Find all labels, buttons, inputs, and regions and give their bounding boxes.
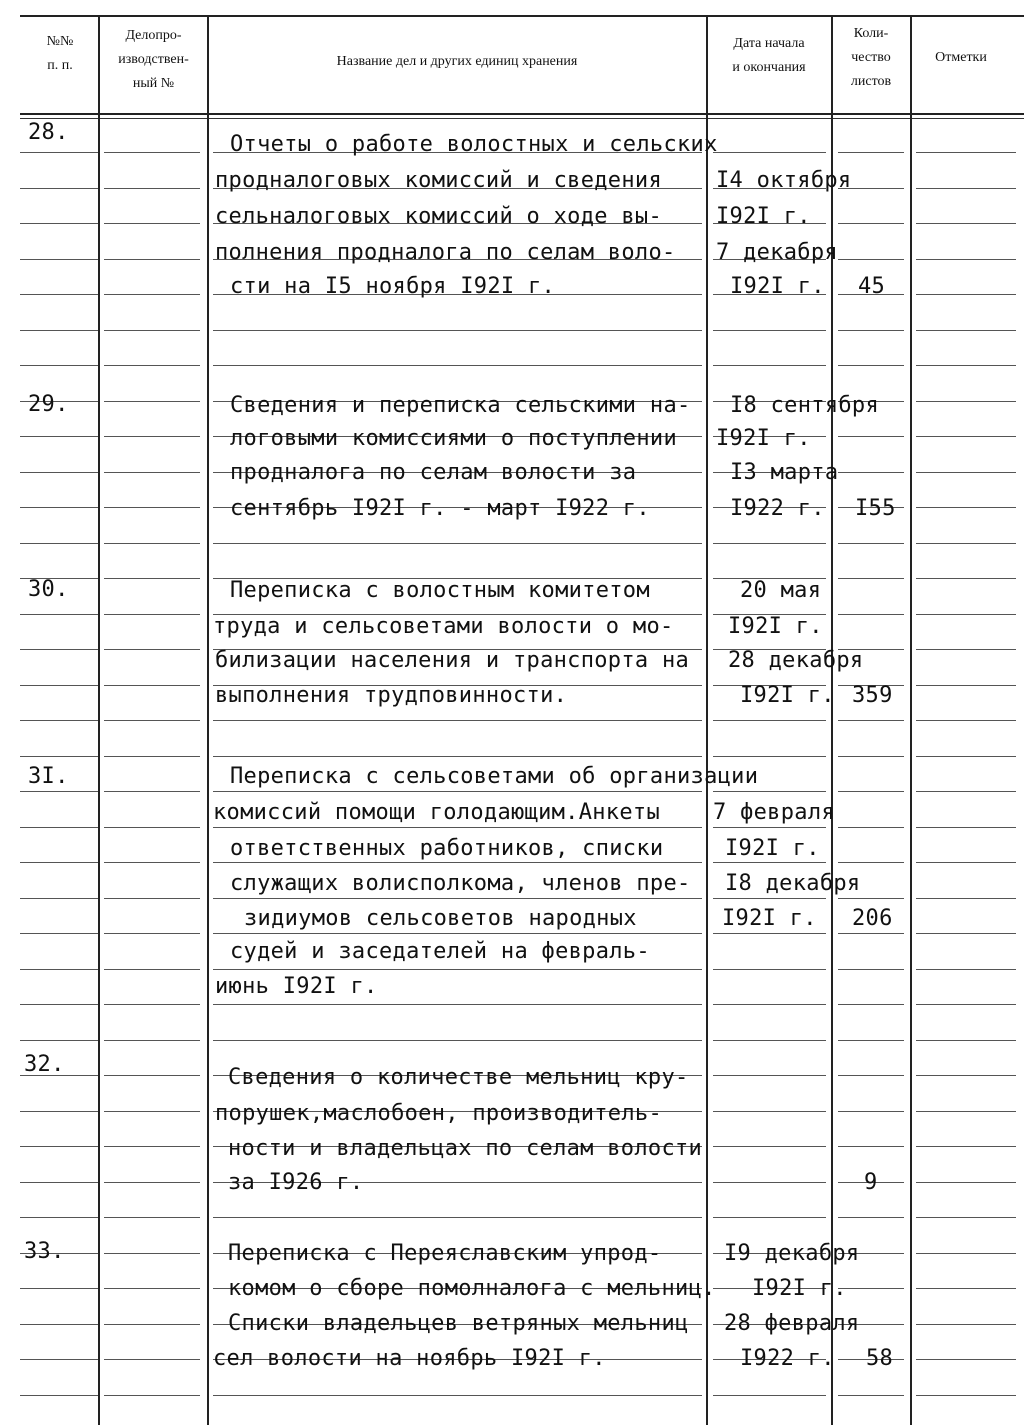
top-border [20, 15, 1024, 17]
record-title-line: Отчеты о работе волостных и сельских [230, 132, 718, 157]
record-number: 33. [24, 1239, 65, 1264]
ruled-line [104, 330, 200, 331]
ruled-line [838, 1395, 904, 1396]
ruled-line [213, 1040, 702, 1041]
ruled-line [20, 614, 98, 615]
ruled-line [20, 1182, 98, 1183]
ruled-line [713, 969, 826, 970]
ruled-line [213, 543, 702, 544]
record-sheets: I55 [855, 496, 896, 521]
ruled-line [916, 1395, 1016, 1396]
ruled-line [213, 969, 702, 970]
ruled-line [104, 933, 200, 934]
record-title-line: полнения продналога по селам воло- [215, 240, 676, 265]
ruled-line [838, 1217, 904, 1218]
column-line [831, 15, 833, 1425]
header-office-line1: Делопро- [125, 28, 182, 43]
ruled-line [20, 862, 98, 863]
record-date-line: I92I г. [728, 614, 823, 639]
ruled-line [916, 1182, 1016, 1183]
header-dates-line1: Дата начала [733, 36, 805, 51]
ruled-line [713, 720, 826, 721]
record-number: 29. [28, 392, 69, 417]
ruled-line [916, 898, 1016, 899]
header-divider-second [20, 118, 1024, 119]
ruled-line [104, 720, 200, 721]
ruled-line [20, 756, 98, 757]
ruled-line [838, 152, 904, 153]
ruled-line [104, 969, 200, 970]
ruled-line [713, 330, 826, 331]
header-dates-cell [707, 32, 831, 80]
ruled-line [838, 1146, 904, 1147]
ruled-line [916, 365, 1016, 366]
ruled-line [20, 472, 98, 473]
ruled-line [104, 578, 200, 579]
ruled-line [104, 188, 200, 189]
ruled-line [713, 1217, 826, 1218]
ruled-line [713, 1004, 826, 1005]
ruled-line [713, 1040, 826, 1041]
ruled-line [20, 330, 98, 331]
ruled-line [104, 1146, 200, 1147]
ruled-line [20, 543, 98, 544]
record-title-line: Сведения о количестве мельниц кру- [228, 1065, 689, 1090]
ruled-line [104, 1324, 200, 1325]
ruled-line [20, 436, 98, 437]
ruled-line [213, 365, 702, 366]
ruled-line [916, 507, 1016, 508]
header-num-line1: №№ [46, 34, 74, 49]
ruled-line [838, 862, 904, 863]
record-title-line: сельналоговых комиссий о ходе вы- [215, 204, 662, 229]
record-sheets: 58 [866, 1346, 894, 1371]
ruled-line [104, 543, 200, 544]
ruled-line [916, 1253, 1016, 1254]
header-title-text: Название дел и других единиц хранения [336, 54, 578, 69]
record-date-line: I4 октября [716, 168, 852, 193]
column-line [207, 15, 209, 1425]
ruled-line [916, 1324, 1016, 1325]
record-date-line: I9 декабря [724, 1241, 860, 1266]
header-sheets-line1: Коли- [853, 26, 889, 41]
ruled-line [838, 827, 904, 828]
ruled-line [713, 1075, 826, 1076]
ruled-line [20, 827, 98, 828]
ruled-line [916, 1217, 1016, 1218]
record-number: 28. [28, 120, 69, 145]
ruled-line [104, 223, 200, 224]
header-title-cell [208, 50, 706, 74]
ruled-line [916, 862, 1016, 863]
ruled-line [20, 259, 98, 260]
ruled-line [104, 507, 200, 508]
ruled-line [104, 1359, 200, 1360]
header-sheets-cell [832, 22, 910, 94]
ruled-line [916, 1075, 1016, 1076]
header-notes-text: Отметки [935, 50, 987, 65]
header-office-line3: ный № [132, 76, 175, 91]
record-date-line: I92I г. [716, 426, 811, 451]
ruled-line [916, 791, 1016, 792]
ruled-line [20, 1146, 98, 1147]
ruled-line [713, 543, 826, 544]
ruled-line [838, 614, 904, 615]
ruled-line [838, 1040, 904, 1041]
ruled-line [20, 720, 98, 721]
ruled-line [916, 1004, 1016, 1005]
ruled-line [838, 365, 904, 366]
ruled-line [213, 720, 702, 721]
header-notes-cell [911, 46, 1011, 70]
record-number: 30. [28, 577, 69, 602]
ruled-line [104, 1182, 200, 1183]
record-date-line: 7 декабря [716, 240, 838, 265]
ruled-line [20, 1111, 98, 1112]
ruled-line [20, 152, 98, 153]
ruled-line [20, 223, 98, 224]
ruled-line [213, 330, 702, 331]
record-title-line: служащих волисполкома, членов пре- [230, 871, 691, 896]
ruled-line [20, 649, 98, 650]
ruled-line [916, 1040, 1016, 1041]
record-date-line: 7 февраля [713, 800, 835, 825]
ruled-line [838, 223, 904, 224]
ruled-line [916, 827, 1016, 828]
ruled-line [916, 578, 1016, 579]
ruled-line [916, 969, 1016, 970]
ruled-line [20, 1324, 98, 1325]
ruled-line [916, 152, 1016, 153]
ruled-line [104, 827, 200, 828]
ruled-line [916, 401, 1016, 402]
record-title-line: сентябрь I92I г. - март I922 г. [230, 496, 650, 521]
ruled-line [838, 472, 904, 473]
ruled-line [20, 685, 98, 686]
record-title-line: сел волости на ноябрь I92I г. [213, 1346, 606, 1371]
record-date-line: 28 февраля [724, 1311, 860, 1336]
ruled-line [838, 259, 904, 260]
record-title-line: ответственных работников, списки [230, 836, 664, 861]
ruled-line [916, 720, 1016, 721]
ruled-line [838, 330, 904, 331]
ruled-line [838, 1004, 904, 1005]
header-office-cell [100, 24, 207, 96]
record-title-line: за I926 г. [228, 1170, 364, 1195]
ruled-line [104, 685, 200, 686]
record-title-line: труда и сельсоветами волости о мо- [213, 614, 674, 639]
ruled-line [838, 578, 904, 579]
header-office-line2: изводствен- [118, 52, 189, 67]
ruled-line [104, 401, 200, 402]
record-title-line: комиссий помощи голодающим.Анкеты [213, 800, 660, 825]
record-title-line: Сведения и переписка сельскими на- [230, 393, 691, 418]
ruled-line [713, 365, 826, 366]
record-date-line: 20 мая [740, 578, 822, 603]
ruled-line [916, 1146, 1016, 1147]
ruled-line [713, 1182, 826, 1183]
ruled-line [104, 862, 200, 863]
record-title-line: Списки владельцев ветряных мельниц [228, 1311, 689, 1336]
ruled-line [104, 259, 200, 260]
ruled-line [916, 543, 1016, 544]
record-title-line: продналога по селам волости за [230, 460, 637, 485]
ruled-line [916, 472, 1016, 473]
ruled-line [916, 223, 1016, 224]
ruled-line [104, 791, 200, 792]
record-title-line: Переписка с Переяславским упрод- [228, 1241, 662, 1266]
record-number: 3I. [28, 764, 69, 789]
ruled-line [104, 294, 200, 295]
ruled-line [916, 1288, 1016, 1289]
ruled-line [104, 649, 200, 650]
ruled-line [20, 898, 98, 899]
record-title-line: порушек,маслобоен, производитель- [215, 1101, 662, 1126]
record-title-line: июнь I92I г. [215, 974, 378, 999]
record-date-line: I92I г. [725, 836, 820, 861]
ruled-line [213, 1217, 702, 1218]
column-line [706, 15, 708, 1425]
ruled-line [713, 1111, 826, 1112]
ruled-line [104, 614, 200, 615]
ruled-line [916, 685, 1016, 686]
record-sheets: 9 [864, 1170, 878, 1195]
record-title-line: Переписка с сельсоветами об организации [230, 764, 759, 789]
ruled-line [20, 1004, 98, 1005]
ruled-line [104, 898, 200, 899]
ruled-line [838, 720, 904, 721]
header-dates-line2: и окончания [732, 60, 806, 75]
record-title-line: выполнения трудповинности. [215, 683, 568, 708]
ruled-line [916, 614, 1016, 615]
ruled-line [213, 1004, 702, 1005]
ruled-line [713, 756, 826, 757]
ruled-line [713, 152, 826, 153]
record-title-line: комом о сборе помолналога с мельниц. [228, 1276, 716, 1301]
ruled-line [838, 436, 904, 437]
record-title-line: Переписка с волостным комитетом [230, 578, 650, 603]
ruled-line [916, 330, 1016, 331]
record-sheets: 45 [858, 274, 886, 299]
ruled-line [20, 1217, 98, 1218]
record-title-line: ности и владельцах по селам волости [228, 1136, 703, 1161]
ruled-line [916, 259, 1016, 260]
ruled-line [20, 933, 98, 934]
record-title-line: сти на I5 ноября I92I г. [230, 274, 556, 299]
header-sheets-line3: листов [850, 74, 892, 89]
ruled-line [838, 1288, 904, 1289]
ruled-line [20, 1040, 98, 1041]
column-line [98, 15, 100, 1425]
record-date-line: I92I г. [752, 1276, 847, 1301]
ruled-line [104, 756, 200, 757]
record-title-line: зидиумов сельсоветов народных [244, 906, 637, 931]
ruled-line [104, 1004, 200, 1005]
ruled-line [20, 365, 98, 366]
ruled-line [213, 1395, 702, 1396]
ruled-line [213, 756, 702, 757]
column-line [910, 15, 912, 1425]
ruled-line [104, 365, 200, 366]
ruled-line [916, 294, 1016, 295]
ruled-line [104, 152, 200, 153]
record-date-line: I92I г. [730, 274, 825, 299]
header-num-cell [22, 30, 98, 78]
ruled-line [104, 472, 200, 473]
ruled-line [838, 1111, 904, 1112]
ruled-line [838, 969, 904, 970]
ruled-line [838, 756, 904, 757]
ruled-line [916, 1111, 1016, 1112]
record-date-line: I8 декабря [725, 871, 861, 896]
ruled-line [104, 1288, 200, 1289]
ruled-line [104, 1111, 200, 1112]
ruled-line [20, 1288, 98, 1289]
ruled-line [20, 507, 98, 508]
ruled-line [104, 1217, 200, 1218]
ruled-line [20, 969, 98, 970]
ruled-line [20, 294, 98, 295]
ruled-line [20, 1359, 98, 1360]
ruled-line [916, 436, 1016, 437]
record-title-line: судей и заседателей на февраль- [230, 939, 650, 964]
ruled-line [838, 1075, 904, 1076]
ruled-line [916, 188, 1016, 189]
record-date-line: I922 г. [740, 1346, 835, 1371]
header-divider [20, 113, 1024, 115]
record-date-line: I92I г. [716, 204, 811, 229]
ruled-line [104, 436, 200, 437]
ruled-line [104, 1075, 200, 1076]
record-date-line: I92I г. [722, 906, 817, 931]
record-title-line: продналоговых комиссий и сведения [215, 168, 662, 193]
ruled-line [104, 1040, 200, 1041]
ruled-line [838, 543, 904, 544]
record-sheets: 359 [852, 683, 893, 708]
record-date-line: I3 марта [730, 460, 839, 485]
ruled-line [916, 756, 1016, 757]
ruled-line [838, 791, 904, 792]
ruled-line [916, 1359, 1016, 1360]
ruled-line [20, 188, 98, 189]
ruled-line [713, 1146, 826, 1147]
ruled-line [713, 1395, 826, 1396]
record-date-line: 28 декабря [728, 648, 864, 673]
record-title-line: логовыми комиссиями о поступлении [230, 426, 677, 451]
header-sheets-line2: чество [851, 50, 891, 65]
ruled-line [20, 1395, 98, 1396]
record-sheets: 206 [852, 906, 893, 931]
ruled-line [916, 649, 1016, 650]
record-title-line: билизации населения и транспорта на [215, 648, 690, 673]
record-date-line: I922 г. [730, 496, 825, 521]
record-date-line: I8 сентября [730, 393, 879, 418]
header-num-line2: п. п. [47, 58, 73, 73]
ruled-line [104, 1253, 200, 1254]
record-date-line: I92I г. [740, 683, 835, 708]
ruled-line [916, 933, 1016, 934]
ruled-line [104, 1395, 200, 1396]
record-number: 32. [24, 1052, 65, 1077]
